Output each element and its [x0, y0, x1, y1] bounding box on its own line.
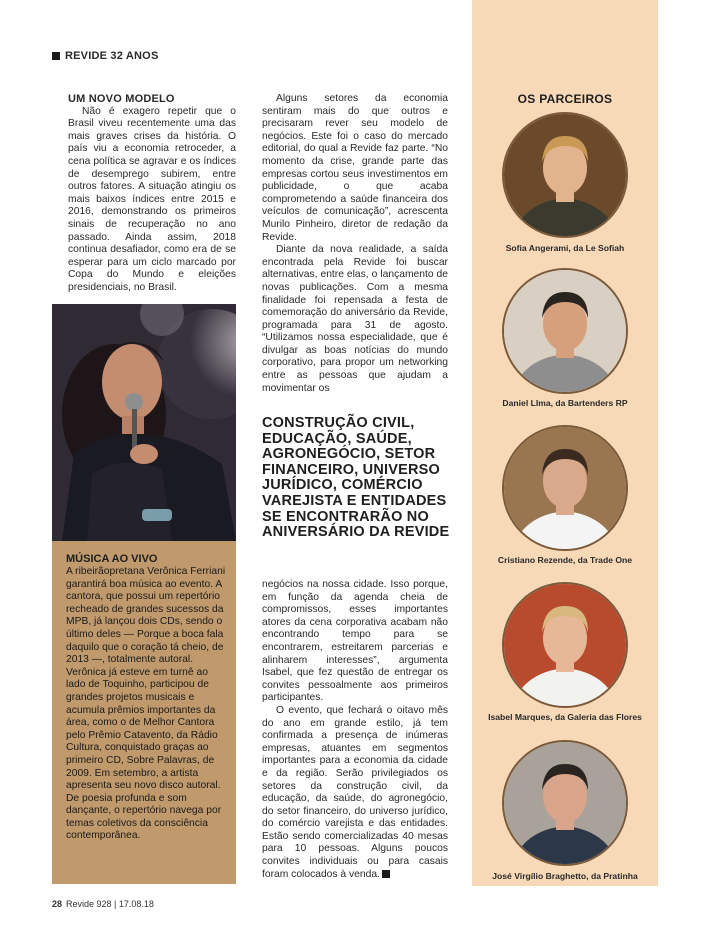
page-footer [52, 899, 154, 909]
paragraph: Alguns setores da economia sentiram mais do que outros e precisaram rever seu modelo de negócios. Este foi o caso do mercado editorial, do qual a Revide faz parte. “No momento da crise, grande parte das empresas cortou seus investimentos em publicidade, o que acaba comprometendo a saúde financeira dos veículos de comunicação”, acrescenta Murilo Pinheiro, diretor de redação da Revide. [262, 93, 448, 243]
paragraph: negócios na nossa cidade. Isso porque, em função da agenda cheia de compromissos, esses importantes atores da cena corporativa acabam não encontrando tempo para se encontrarem, estreitarem parcerias e alinharem interesses”, argumenta Isabel, que fez questão de entregar os convites pessoalmente aos primeiros participantes. [262, 579, 448, 704]
page-number: 28 [52, 899, 63, 909]
paragraph-text: O evento, que fechará o oitavo mês do ano em grande estilo, já tem confirmada a presença de inúmeras empresas, atuantes em segmentos importantes para a economia da cidade e da região. Serão privilegiados os setores da construção civil, da educação, da saúde, do agronegócio, do setor financeiro, do universo jurídico, do comércio varejista e das entidades. Estão sendo comercializadas 40 mesas para 10 pessoas. Alguns poucos convites individuais ou para casais foram colocados à venda. [262, 704, 448, 880]
box-heading: MÚSICA AO VIVO [66, 553, 158, 565]
pull-quote: CONSTRUÇÃO CIVIL, EDUCAÇÃO, SAÚDE, AGRONEGÓCIO, SETOR FINANCEIRO, UNIVERSO JURÍDICO, COMÉRCIO VAREJISTA E ENTIDADES SE ENCONTRARÃO NO ANIVERSÁRIO DA REVIDE [262, 415, 450, 541]
subheading-novo-modelo: UM NOVO MODELO [68, 93, 175, 105]
partners-title: OS PARCEIROS [517, 92, 613, 106]
partner-caption: Sofia Angerami, da Le Sofiah [505, 243, 625, 253]
partner-portrait [502, 425, 628, 551]
article-column-2-continued [262, 579, 448, 881]
singer-photo [52, 304, 236, 541]
partner-portrait [502, 740, 628, 866]
section-label-text: REVIDE 32 ANOS [65, 50, 159, 62]
article-column-2 [262, 93, 448, 395]
partner-caption: Isabel Marques, da Galeria das Flores [488, 712, 642, 722]
partner-caption: José Virgílio Braghetto, da Pratinha [492, 871, 638, 881]
end-of-article-icon [382, 870, 390, 878]
paragraph [262, 705, 448, 881]
article-column-1 [68, 93, 236, 295]
issue-info: Revide 928 | 17.08.18 [66, 899, 154, 909]
partner-caption: Daniel LIma, da Bartenders RP [502, 398, 628, 408]
paragraph: Não é exagero repetir que o Brasil viveu recentemente uma das mais graves crises da história. O país viu a economia retroceder, a cena política se agravar e os índices de desemprego subirem, entre outros fatores. A situação atingiu os mais baixos índices entre 2015 e 2016, demonstrando os primeiros sinais de recuperação no ano passado. Ainda assim, 2018 continua desafiador, como era de se esperar para um ciclo marcado por Copa do Mundo e eleições presidenciais, no Brasil. [68, 105, 236, 293]
partner-portrait [502, 112, 628, 238]
partner-caption: Cristiano Rezende, da Trade One [497, 555, 633, 565]
partner-portrait [502, 268, 628, 394]
partner-portrait [502, 582, 628, 708]
paragraph: Diante da nova realidade, a saída encontrada pela Revide foi buscar alternativas, entre elas, o lançamento de novas publicações. Com a mesma finalidade foi repensada a festa de comemoração do aniversário da Revide, programada para 31 de agosto. “Utilizamos nossa especialidade, que é divulgar as boas notícias do mundo corporativo, para propor um networking entre as pessoas que ajudam a movimentar os [262, 244, 448, 394]
box-text: A ribeirãopretana Verônica Ferriani garantirá boa música ao evento. A cantora, que possui um repertório recheado de grandes sucessos da MPB, já lançou dois CDs, sendo o último deles — Porque a boca fala daquilo que o coração tá cheio, de 2013 —, totalmente autoral. Verônica já esteve em turnê ao lado de Toquinho, participou de grandes projetos musicais e acumula prêmios importantes da área, como o de Melhor Cantora pelo Prêmio Catavento, da Rádio Cultura, conquistado graças ao primeiro CD, Sobre Palavras, de 2009. Em setembro, a artista apresenta seu novo disco autoral. De poesia profunda e som dançante, o repertório navega por temas coletivos da consciência contemporânea. [66, 566, 226, 842]
musica-ao-vivo-box [52, 541, 236, 884]
section-label [52, 50, 158, 62]
section-square-icon [52, 52, 60, 60]
